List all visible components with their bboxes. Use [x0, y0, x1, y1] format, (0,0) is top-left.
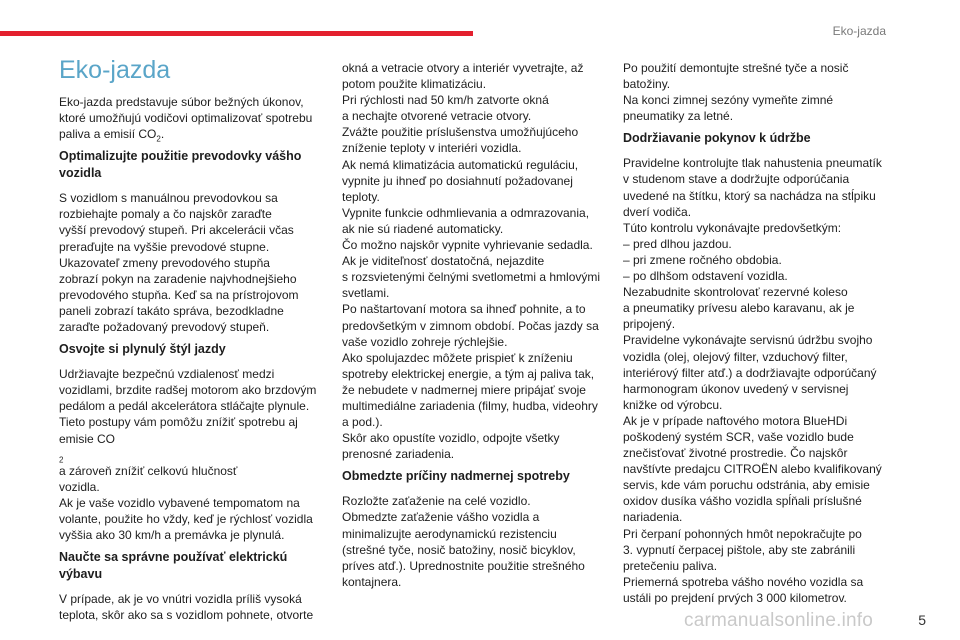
text-line: Na konci zimnej sezóny vymeňte zimné	[623, 93, 834, 108]
paragraph-maintenance	[623, 155, 891, 606]
text-line: spotreby elektrickej energie, a tým aj paliva tak,	[342, 366, 595, 381]
text-line: rozbiehajte pomaly a čo najskôr zaraďte	[59, 207, 272, 222]
header-accent-bar	[0, 31, 473, 36]
text-line: oxidov dusíka vášho vozidla spĺňali príslušné	[623, 494, 862, 509]
text-line: vozidla.	[59, 479, 100, 494]
text-line: interiérový filter atď.) a dodržiavajte odporúčaný	[623, 365, 877, 380]
text-line: Vypnite funkcie odhmlievania a odmrazovania,	[342, 205, 590, 220]
text-line: Priemerná spotreba vášho nového vozidla sa	[623, 574, 864, 589]
text-line: multimediálne zariadenia (filmy, hudba, videohry	[342, 398, 598, 413]
column-2	[342, 60, 604, 596]
paragraph-electrical	[59, 591, 321, 623]
section-heading-consumption: Obmedzte príčiny nadmernej spotreby	[342, 469, 570, 484]
text-line: zníženie teploty v interiéri vozidla.	[342, 141, 522, 156]
text-line: uvedené na štítku, ktorý sa nachádza na stĺpiku	[623, 188, 876, 203]
driving-style-lines-c	[59, 479, 321, 543]
watermark: carmanualsonline.info	[684, 610, 874, 631]
text-line: pretečeniu paliva.	[623, 558, 718, 573]
intro-text: Eko-jazda predstavuje súbor bežných úkonov, ktoré umožňujú vodičovi optimalizovať spotrebu paliva a emisií CO	[59, 95, 313, 142]
text-line: Obmedzte zaťaženie vášho vozidla a	[342, 510, 540, 525]
text-line: potom použite klimatizáciu.	[342, 77, 487, 92]
text-line: znečisťovať životné prostredie. Čo najskôr	[623, 446, 848, 461]
text-line: príves atď.). Uprednostnite použitie strešného	[342, 558, 585, 573]
text-line: 3. vypnutí čerpacej pištole, aby ste zabránili	[623, 542, 856, 557]
text-line: Tieto postupy vám pomôžu znížiť spotrebu aj	[59, 415, 298, 430]
text-line: a pneumatiky prívesu alebo karavanu, ak je	[623, 301, 855, 316]
text-line: teploty.	[342, 189, 380, 204]
text-line: vozidlami, brzdite radšej motorom ako brzdovým	[59, 383, 317, 398]
text-line: pedálom a pedál akcelerátora stláčajte plynule.	[59, 399, 310, 414]
text-line: Ukazovateľ zmeny prevodového stupňa	[59, 255, 270, 270]
text-line: vypnite ju ihneď po dosiahnutí požadovanej	[342, 173, 573, 188]
text-line: Udržiavajte bezpečnú vzdialenosť medzi	[59, 367, 275, 382]
text-line: Nezabudnite skontrolovať rezervné koleso	[623, 285, 848, 300]
text-line: predovšetkým v zimnom období. Počas jazdy sa	[342, 318, 599, 333]
intro-end: .	[160, 127, 165, 142]
section-heading-maintenance: Dodržiavanie pokynov k údržbe	[623, 131, 811, 146]
column-3	[623, 60, 891, 612]
text-line: Skôr ako opustíte vozidlo, odpojte všetky	[342, 431, 560, 446]
text-line: Ak je vaše vozidlo vybavené tempomatom na	[59, 495, 300, 510]
paragraph-driving-style	[59, 366, 321, 543]
paragraph-consumption	[342, 493, 604, 590]
text-line: ustáli po prejdení prvých 3 000 kilometrov.	[623, 590, 847, 605]
driving-style-lines-a	[59, 366, 321, 430]
text-line: (strešné tyče, nosič batožiny, nosič bicyklov,	[342, 542, 576, 557]
text-line: pripojený.	[623, 317, 676, 332]
text-line: Túto kontrolu vykonávajte predovšetkým:	[623, 220, 842, 235]
text-line: Ak je v prípade naftového motora BlueHDi	[623, 413, 848, 428]
text-line: Rozložte zaťaženie na celé vozidlo.	[342, 494, 531, 509]
text-line: že nebudete v nadmernej miere pripájať svoje	[342, 382, 586, 397]
text-line: a pod.).	[342, 415, 383, 430]
text-line: prenosné zariadenia.	[342, 447, 455, 462]
text-line: ak nie sú riadené automaticky.	[342, 221, 504, 236]
emissions-pre: emisie CO	[59, 431, 116, 446]
text-line: Pri čerpaní pohonných hmôt nepokračujte po	[623, 526, 862, 541]
text-line: Pravidelne vykonávajte servisnú údržbu svojho	[623, 333, 873, 348]
paragraph-gearbox	[59, 190, 321, 335]
emissions-line	[59, 431, 321, 479]
text-line: servis, kde vám poruchu odstránia, aby emisie	[623, 478, 870, 493]
text-line: teplota, skôr ako sa s vozidlom pohnete, otvorte	[59, 608, 314, 623]
text-line: vozidla (olej, olejový filter, vzduchový filter,	[623, 349, 848, 364]
emissions-subscript: 2	[59, 454, 64, 464]
text-line: – po dlhšom odstavení vozidla.	[623, 269, 788, 284]
text-line: zobrazí pokyn na zaradenie najvhodnejšieho	[59, 271, 297, 286]
text-line: – pri zmene ročného obdobia.	[623, 252, 782, 267]
text-line: Po naštartovaní motora sa ihneď pohnite, a to	[342, 302, 586, 317]
text-line: Ak je viditeľnosť dostatočná, nejazdite	[342, 254, 545, 269]
text-line: okná a vetracie otvory a interiér vyvetrajte, až	[342, 61, 584, 75]
emissions-post: a zároveň znížiť celkovú hlučnosť	[59, 463, 238, 478]
text-line: vyšší prevodový stupeň. Pri akcelerácii včas	[59, 223, 294, 238]
section-heading-electrical: Naučte sa správne používať elektrickú výbavu	[59, 550, 288, 582]
text-line: navštívte predajcu CITROËN alebo kvalifikovaný	[623, 462, 882, 477]
page-title: Eko-jazda	[59, 56, 171, 84]
text-line: – pred dlhou jazdou.	[623, 236, 732, 251]
text-line: harmonogram úkonov uvedený v servisnej	[623, 381, 849, 396]
text-line: Pravidelne kontrolujte tlak nahustenia pneumatík	[623, 156, 882, 171]
text-line: Pri rýchlosti nad 50 km/h zatvorte okná	[342, 93, 549, 108]
text-line: volante, použite ho vždy, keď je rýchlosť vozidla	[59, 511, 313, 526]
intro-paragraph	[59, 94, 321, 142]
text-line: s rozsvietenými čelnými svetlometmi a hmlovými	[342, 270, 601, 285]
text-line: Ak nemá klimatizácia automatickú reguláciu,	[342, 157, 579, 172]
text-line: batožiny.	[623, 77, 671, 92]
text-line: v studenom stave a dodržujte odporúčania	[623, 172, 850, 187]
text-line: preraďujte na vyššie prevodové stupne.	[59, 239, 270, 254]
text-line: S vozidlom s manuálnou prevodovkou sa	[59, 191, 278, 206]
text-line: minimalizujte aerodynamickú rezistenciu	[342, 526, 557, 541]
text-line: dverí vodiča.	[623, 204, 692, 219]
text-line: vyššia ako 30 km/h a premávka je plynulá.	[59, 528, 285, 543]
text-line: prevodového stupňa. Keď sa na prístrojovom	[59, 287, 299, 302]
page-number: 5	[918, 612, 926, 628]
section-heading-driving-style: Osvojte si plynulý štýl jazdy	[59, 342, 226, 357]
text-line: Po použití demontujte strešné tyče a nosič	[623, 61, 849, 75]
text-line: vaše vozidlo zohreje rýchlejšie.	[342, 334, 508, 349]
column-1	[59, 52, 321, 629]
text-line: poškodený systém SCR, vaše vozidlo bude	[623, 429, 854, 444]
paragraph-electrical-cont	[342, 60, 604, 462]
header-section-title: Eko-jazda	[832, 24, 886, 38]
text-line: paneli zobrazí takáto správa, bezodkladne	[59, 303, 284, 318]
text-line: svetlami.	[342, 286, 390, 301]
text-line: knižke od výrobcu.	[623, 397, 723, 412]
text-line: Ako spolujazdec môžete prispieť k zníženiu	[342, 350, 573, 365]
text-line: a nechajte otvorené vetracie otvory.	[342, 109, 532, 124]
intro-subscript: 2	[156, 134, 161, 144]
text-line: kontajnera.	[342, 574, 402, 589]
text-line: V prípade, ak je vo vnútri vozidla príliš vysoká	[59, 592, 302, 607]
section-heading-gearbox: Optimalizujte použitie prevodovky vášho vozidla	[59, 149, 302, 181]
text-line: pneumatiky za letné.	[623, 109, 734, 124]
paragraph-roof-bars	[623, 60, 891, 124]
text-line: Zvážte použitie príslušenstva umožňujúceho	[342, 125, 579, 140]
text-line: Čo možno najskôr vypnite vyhrievanie sedadla.	[342, 238, 593, 253]
text-line: zaraďte požadovaný prevodový stupeň.	[59, 320, 270, 335]
text-line: nariadenia.	[623, 510, 683, 525]
